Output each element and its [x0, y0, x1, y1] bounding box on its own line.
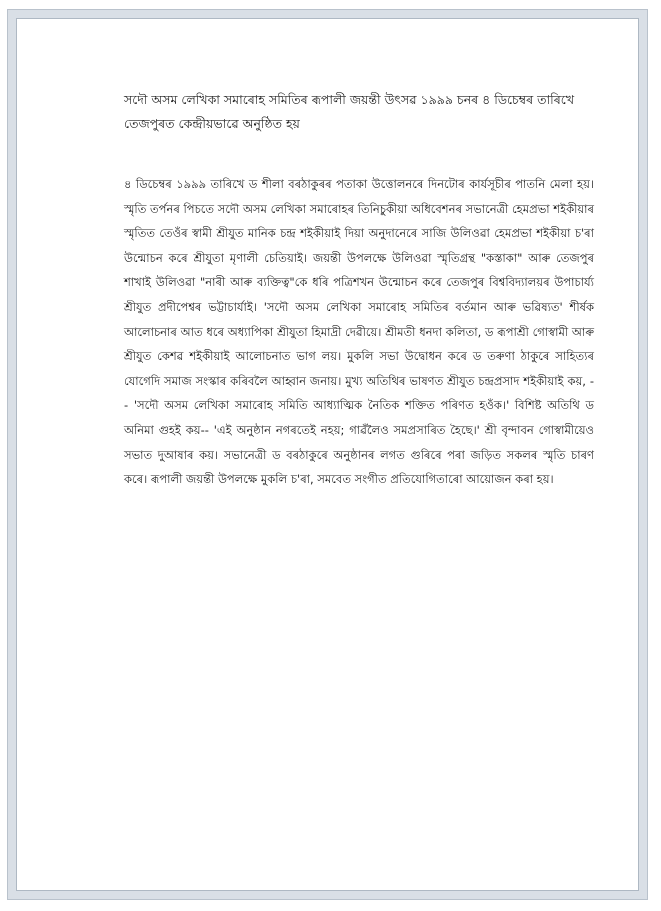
page-frame [8, 10, 647, 899]
document-body: ৪ ডিচেম্বৰ ১৯৯৯ তাৰিখে ড শীলা বৰঠাকুৰৰ পতাকা উত্তোলনৰে দিনটোৰ কাৰ্যসূচীৰ পাতনি মেলা হয়। স্মৃতি তৰ্পনৰ পিচতে সদৌ অসম লেখিকা সমাৰোহৰ তিনিচুকীয়া অধিবেশনৰ সভানেত্ৰী হেমপ্ৰভা শইকীয়াৰ স্মৃতিত তেওঁৰ স্বামী শ্ৰীযুত মানিক চন্দ্ৰ শইকীয়াই দিয়া অনুদানেৰে সাজি উলিওৱা হেমপ্ৰভা শইকীয়া চ'ৰা উন্মোচন কৰে শ্ৰীযুতা মৃণালী চেতিয়াই। জয়ন্তী উপলক্ষে উলিওৱা স্মৃতিগ্ৰন্থ "কস্তাকা" আৰু তেজপুৰ শাখাই উলিওৱা "নাৰী আৰু ব্যক্তিত্ব"কে ধৰি পত্ৰিশখন উন্মোচন কৰে তেজপুৰ বিশ্ববিদ্যালয়ৰ উপাচাৰ্য্য শ্ৰীযুত প্ৰদীপেশ্বৰ ভট্টাচাৰ্যাই। 'সদৌ অসম লেখিকা সমাৰোহ সমিতিৰ বৰ্তমান আৰু ভৱিষ্যত' শীৰ্ষক আলোচনাৰ আত ধৰে অধ্যাপিকা শ্ৰীযুতা হিমাদ্ৰী দেৱীয়ে। শ্ৰীমতী ধনদা কলিতা, ড ৰূপাশ্ৰী গোস্বামী আৰু শ্ৰীযুত কেশৱ শইকীয়াই আলোচনাত ভাগ লয়। মুকলি সভা উদ্বোধন কৰে ড তৰুণা ঠাকুৰে সাহিত্যৰ যোগেদি সমাজ সংস্কাৰ কৰিবলৈ আহ্বান জনায়। মুখ্য অতিথিৰ ভাষণত শ্ৰীযুত চন্দ্ৰপ্ৰসাদ শইকীয়াই কয়, -- 'সদৌ অসম লেখিকা সমাৰোহ সমিতি আধ্যাত্মিক নৈতিক শক্তিত পৰিণত হওঁক।' বিশিষ্ট অতিথি ড অনিমা গুহই কয়-- 'এই অনুষ্ঠান নগৰতেই নহয়; গাৱঁলৈও সমপ্ৰসাৰিত হৈছে।' শ্ৰী বৃন্দাবন গোস্বামীয়েও সভাত দুআষাৰ কয়। সভানেত্ৰী ড বৰঠাকুৰে অনুষ্ঠানৰ লগত গুৰিৰে পৰা জড়িত সকলৰ স্মৃতি চাৰণ কৰে। ৰূপালী জয়ন্তী উপলক্ষে মুকলি চ'ৰা, সমবেত সংগীত প্ৰতিযোগিতাৰো আয়োজন কৰা হয়। [124, 177, 594, 487]
document-title: সদৌ অসম লেখিকা সমাৰোহ সমিতিৰ ৰূপালী জয়ন্তী উৎসৱ ১৯৯৯ চনৰ ৪ ডিচেম্বৰ তাৰিখে তেজপুৰত কেন্দ্ৰীয়ভাৱে অনুষ্ঠিত হয় [124, 92, 575, 131]
document-content [124, 88, 594, 492]
